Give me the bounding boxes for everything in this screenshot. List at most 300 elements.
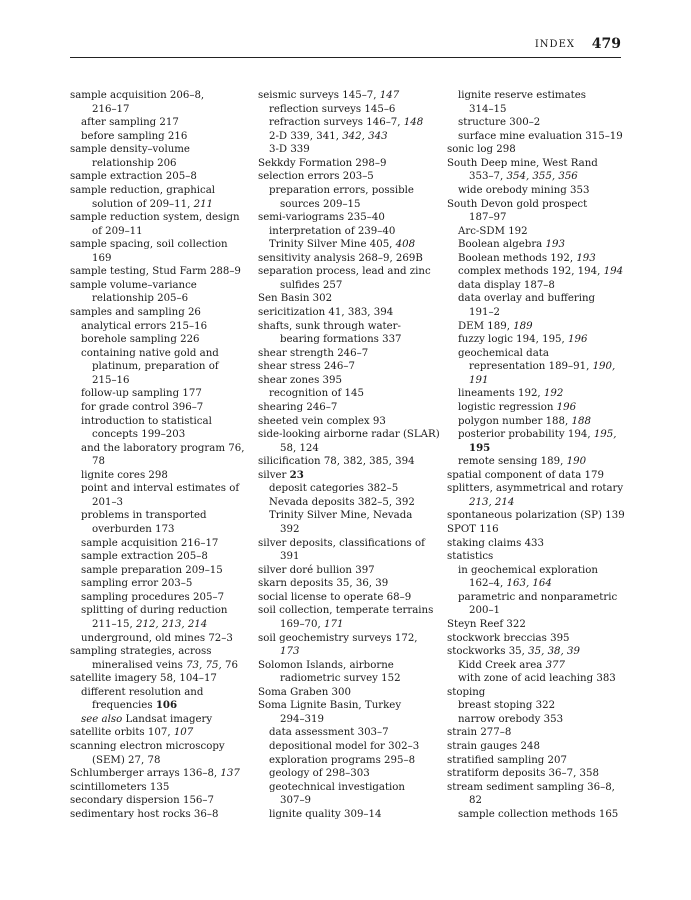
entry-line bbox=[258, 265, 440, 279]
entry-text: lignite reserve estimates bbox=[458, 90, 586, 101]
entry-text: sample extraction 205–8 bbox=[70, 171, 197, 183]
entry-continuation bbox=[447, 306, 627, 320]
entry-text: 163, 164 bbox=[506, 578, 552, 590]
entry-text: shafts, sunk through water- bbox=[258, 320, 401, 332]
index-subentry bbox=[447, 265, 627, 279]
entry-continuation bbox=[447, 374, 627, 388]
entry-line bbox=[447, 564, 627, 578]
index-subentry bbox=[447, 184, 627, 198]
entry-line bbox=[70, 781, 245, 795]
index-subentry bbox=[258, 116, 440, 130]
index-subentry bbox=[70, 591, 245, 605]
index-subentry bbox=[70, 442, 245, 469]
index-entry bbox=[70, 794, 245, 808]
entry-text: silver deposits, classifications of bbox=[258, 537, 425, 549]
entry-continuation bbox=[258, 618, 440, 632]
entry-line bbox=[258, 103, 440, 117]
index-entry bbox=[258, 252, 440, 266]
entry-text: 211 bbox=[193, 198, 214, 210]
index-subentry bbox=[70, 401, 245, 415]
entry-text: 3-D 339 bbox=[269, 144, 310, 156]
entry-text: and the laboratory program 76, bbox=[81, 442, 245, 454]
entry-line bbox=[447, 726, 627, 740]
index-entry bbox=[447, 618, 627, 632]
entry-line bbox=[258, 767, 440, 781]
index-entry bbox=[258, 686, 440, 700]
entry-line bbox=[258, 401, 440, 415]
entry-text: data overlay and buffering bbox=[458, 293, 596, 305]
entry-continuation bbox=[447, 604, 627, 618]
entry-text: silver bbox=[258, 469, 290, 481]
index-subentry bbox=[447, 238, 627, 252]
entry-text: 189 bbox=[513, 320, 533, 332]
entry-text: stratified sampling 207 bbox=[447, 754, 567, 766]
index-entry bbox=[70, 265, 245, 279]
entry-line bbox=[447, 116, 627, 130]
entry-text: mineralised veins bbox=[92, 659, 187, 671]
entry-text: secondary dispersion 156–7 bbox=[70, 795, 214, 807]
index-entry bbox=[447, 509, 627, 523]
index-entry bbox=[70, 781, 245, 795]
entry-line bbox=[258, 509, 440, 523]
entry-text: complex methods 192, 194, bbox=[458, 266, 604, 278]
entry-line bbox=[258, 225, 440, 239]
entry-text: 148 bbox=[403, 117, 424, 129]
entry-line bbox=[70, 306, 245, 320]
entry-line bbox=[447, 632, 627, 646]
entry-line bbox=[258, 781, 440, 795]
index-subentry bbox=[258, 754, 440, 768]
entry-line bbox=[447, 482, 627, 496]
entry-text: Solomon Islands, airborne bbox=[258, 659, 394, 671]
entry-continuation bbox=[258, 672, 440, 686]
entry-text: 58, 124 bbox=[280, 442, 319, 454]
entry-continuation bbox=[258, 523, 440, 537]
entry-text: (SEM) 27, 78 bbox=[92, 754, 161, 766]
entry-line bbox=[258, 754, 440, 768]
entry-text: geochemical data bbox=[458, 347, 549, 359]
entry-text: data assessment 303–7 bbox=[269, 727, 389, 739]
index-entry bbox=[258, 415, 440, 429]
entry-continuation bbox=[70, 157, 245, 171]
entry-text: stream sediment sampling 36–8, bbox=[447, 781, 615, 793]
entry-line bbox=[258, 726, 440, 740]
entry-text: analytical errors 215–16 bbox=[81, 320, 208, 332]
index-subentry bbox=[70, 333, 245, 347]
entry-text: 169 bbox=[92, 252, 112, 264]
entry-continuation bbox=[258, 794, 440, 808]
entry-text: 213, 214 bbox=[469, 496, 515, 508]
index-subentry bbox=[258, 238, 440, 252]
entry-text: structure 300–2 bbox=[458, 117, 541, 129]
entry-text: lineaments 192, bbox=[458, 388, 544, 400]
entry-line bbox=[258, 143, 440, 157]
entry-continuation bbox=[70, 225, 245, 239]
entry-text: with zone of acid leaching 383 bbox=[458, 673, 616, 685]
index-entry bbox=[258, 591, 440, 605]
index-subentry bbox=[258, 496, 440, 510]
entry-continuation bbox=[70, 523, 245, 537]
entry-text: data display 187–8 bbox=[458, 279, 555, 291]
entry-line bbox=[70, 143, 245, 157]
entry-text: Sekkdy Formation 298–9 bbox=[258, 157, 387, 169]
entry-text: geology of 298–303 bbox=[269, 768, 370, 780]
entry-text: soil geochemistry surveys 172, bbox=[258, 632, 418, 644]
index-subentry bbox=[70, 686, 245, 713]
entry-text: 211–15, bbox=[92, 618, 136, 630]
entry-continuation bbox=[70, 455, 245, 469]
index-subentry bbox=[258, 225, 440, 239]
entry-text: Arc-SDM 192 bbox=[458, 225, 528, 237]
entry-text: 191 bbox=[469, 374, 489, 386]
index-entry bbox=[70, 279, 245, 306]
entry-line bbox=[258, 292, 440, 306]
entry-line bbox=[447, 523, 627, 537]
entry-text: 212, 213, 214 bbox=[135, 618, 208, 630]
entry-line bbox=[70, 686, 245, 700]
entry-text: 215–16 bbox=[92, 374, 130, 386]
entry-line bbox=[447, 781, 627, 795]
entry-line bbox=[70, 794, 245, 808]
index-entry bbox=[447, 143, 627, 157]
entry-line bbox=[447, 537, 627, 551]
entry-text: 23 bbox=[289, 468, 304, 481]
index-entry bbox=[447, 767, 627, 781]
entry-text: depositional model for 302–3 bbox=[269, 741, 420, 752]
entry-text: sedimentary host rocks 36–8 bbox=[70, 808, 219, 820]
index-subentry bbox=[258, 808, 440, 822]
entry-text: relationship 206 bbox=[92, 157, 177, 169]
index-entry bbox=[258, 306, 440, 320]
entry-line bbox=[70, 713, 245, 727]
entry-line bbox=[258, 211, 440, 225]
entry-text: sample spacing, soil collection bbox=[70, 239, 228, 251]
entry-text: follow-up sampling 177 bbox=[81, 388, 202, 400]
entry-text: skarn deposits 35, 36, 39 bbox=[258, 578, 389, 590]
entry-text: sources 209–15 bbox=[280, 198, 361, 210]
entry-text: 107 bbox=[173, 727, 194, 739]
entry-text: solution of 209–11, bbox=[92, 198, 194, 210]
entry-text: 173 bbox=[280, 646, 300, 658]
entry-text: DEM 189, bbox=[458, 320, 514, 332]
entry-line bbox=[258, 604, 440, 618]
entry-text: Soma Graben 300 bbox=[258, 686, 351, 698]
index-subentry bbox=[447, 564, 627, 591]
entry-line bbox=[70, 672, 245, 686]
entry-text: 353–7, bbox=[469, 171, 507, 183]
index-subentry bbox=[447, 401, 627, 415]
entry-line bbox=[447, 198, 627, 212]
index-subentry bbox=[258, 387, 440, 401]
entry-text: scintillometers 135 bbox=[70, 781, 170, 793]
index-entry bbox=[258, 469, 440, 483]
entry-text: frequencies bbox=[92, 700, 156, 712]
entry-text: 162–4, bbox=[469, 578, 507, 590]
index-subentry bbox=[447, 591, 627, 618]
entry-text: relationship 205–6 bbox=[92, 293, 189, 305]
entry-text: concepts 199–203 bbox=[92, 429, 186, 441]
index-subentry bbox=[447, 279, 627, 293]
entry-text: Boolean methods 192, bbox=[458, 252, 577, 264]
entry-line bbox=[447, 808, 627, 822]
index-subentry bbox=[258, 482, 440, 496]
entry-text: posterior probability 194, bbox=[458, 429, 594, 441]
entry-continuation bbox=[447, 577, 627, 591]
index-subentry bbox=[258, 130, 440, 144]
entry-line bbox=[258, 591, 440, 605]
index-entry bbox=[258, 401, 440, 415]
entry-text: selection errors 203–5 bbox=[258, 171, 374, 183]
entry-text: before sampling 216 bbox=[81, 130, 188, 142]
entry-text: preparation errors, possible bbox=[269, 184, 414, 196]
entry-text: stoping bbox=[447, 686, 486, 698]
index-entry bbox=[70, 211, 245, 238]
entry-text: refraction surveys 146–7, bbox=[269, 117, 404, 129]
entry-text: of 209–11 bbox=[92, 225, 143, 237]
index-subentry bbox=[447, 713, 627, 727]
entry-text: radiometric survey 152 bbox=[280, 673, 401, 685]
entry-line bbox=[258, 564, 440, 578]
entry-line bbox=[447, 672, 627, 686]
index-subentry bbox=[447, 252, 627, 266]
entry-text: after sampling 217 bbox=[81, 117, 179, 129]
entry-line bbox=[258, 632, 440, 646]
index-subentry bbox=[70, 713, 245, 727]
entry-line bbox=[258, 184, 440, 198]
entry-text: stockwork breccias 395 bbox=[447, 632, 570, 644]
entry-text: 171 bbox=[323, 618, 344, 630]
index-subentry bbox=[70, 564, 245, 578]
entry-text: interpretation of 239–40 bbox=[269, 225, 396, 237]
index-entry bbox=[70, 89, 245, 116]
index-entry bbox=[70, 767, 245, 781]
entry-continuation bbox=[447, 360, 627, 374]
entry-line bbox=[447, 699, 627, 713]
index-entry bbox=[447, 482, 627, 509]
entry-line bbox=[70, 442, 245, 456]
entry-continuation bbox=[70, 496, 245, 510]
index-subentry bbox=[70, 509, 245, 536]
index-entry bbox=[258, 577, 440, 591]
entry-line bbox=[70, 767, 245, 781]
entry-continuation bbox=[447, 794, 627, 808]
index-subentry bbox=[70, 604, 245, 631]
entry-text: sulfides 257 bbox=[280, 279, 343, 291]
entry-text: 137 bbox=[220, 768, 240, 780]
entry-line bbox=[447, 740, 627, 754]
entry-text: point and interval estimates of bbox=[81, 483, 240, 495]
entry-continuation bbox=[70, 754, 245, 768]
entry-text: spatial component of data 179 bbox=[447, 469, 604, 481]
entry-text: sheeted vein complex 93 bbox=[258, 415, 386, 427]
entry-text: shear zones 395 bbox=[258, 374, 343, 386]
entry-line bbox=[447, 225, 627, 239]
entry-text: recognition of 145 bbox=[269, 388, 364, 400]
index-subentry bbox=[447, 333, 627, 347]
entry-line bbox=[258, 170, 440, 184]
index-subentry bbox=[447, 387, 627, 401]
index-entry bbox=[447, 198, 627, 225]
entry-line bbox=[447, 509, 627, 523]
entry-text: 190, bbox=[592, 361, 616, 373]
entry-continuation bbox=[447, 170, 627, 184]
index-entry bbox=[70, 184, 245, 211]
entry-text: sampling error 203–5 bbox=[81, 578, 193, 590]
index-subentry bbox=[447, 292, 627, 319]
entry-continuation bbox=[258, 645, 440, 659]
entry-text: sample preparation 209–15 bbox=[81, 564, 223, 576]
entry-text: fuzzy logic 194, 195, bbox=[458, 334, 569, 346]
entry-text: 294–319 bbox=[280, 713, 324, 725]
entry-continuation bbox=[70, 659, 245, 673]
index-entry bbox=[70, 726, 245, 740]
entry-continuation bbox=[447, 211, 627, 225]
entry-continuation bbox=[70, 252, 245, 266]
entry-continuation bbox=[70, 292, 245, 306]
index-subentry bbox=[70, 130, 245, 144]
entry-text: South Deep mine, West Rand bbox=[447, 157, 598, 169]
entry-line bbox=[70, 333, 245, 347]
entry-line bbox=[447, 333, 627, 347]
index-entry bbox=[258, 604, 440, 631]
entry-text: 195 bbox=[469, 441, 491, 454]
entry-text: sample reduction system, design bbox=[70, 212, 240, 224]
index-entry bbox=[447, 537, 627, 551]
index-subentry bbox=[70, 415, 245, 442]
entry-text: platinum, preparation of bbox=[92, 361, 219, 373]
entry-text: 106 bbox=[155, 699, 178, 712]
entry-text: reflection surveys 145–6 bbox=[269, 103, 396, 115]
index-subentry bbox=[447, 130, 627, 144]
index-entry bbox=[70, 238, 245, 265]
entry-text: sensitivity analysis 268–9, 269B bbox=[258, 252, 423, 264]
entry-text: sampling strategies, across bbox=[70, 646, 212, 658]
index-entry bbox=[70, 143, 245, 170]
page-header bbox=[70, 36, 621, 58]
entry-text: social license to operate 68–9 bbox=[258, 591, 412, 603]
entry-text: lignite cores 298 bbox=[81, 469, 168, 481]
entry-line bbox=[447, 713, 627, 727]
entry-line bbox=[70, 645, 245, 659]
entry-text: representation 189–91, bbox=[469, 361, 593, 373]
index-subentry bbox=[447, 116, 627, 130]
index-subentry bbox=[70, 116, 245, 130]
index-subentry bbox=[447, 320, 627, 334]
entry-line bbox=[258, 469, 440, 483]
entry-text: 147 bbox=[379, 90, 400, 101]
entry-text: separation process, lead and zinc bbox=[258, 266, 431, 278]
entry-text: 73, 75, bbox=[186, 659, 222, 671]
entry-text: statistics bbox=[447, 551, 494, 563]
entry-line bbox=[447, 767, 627, 781]
entry-line bbox=[258, 347, 440, 361]
entry-text: 391 bbox=[280, 551, 300, 563]
entry-text: staking claims 433 bbox=[447, 537, 545, 549]
entry-text: Schlumberger arrays 136–8, bbox=[70, 768, 221, 780]
entry-text: 200–1 bbox=[469, 605, 501, 617]
entry-line bbox=[258, 537, 440, 551]
index-subentry bbox=[447, 808, 627, 822]
entry-continuation bbox=[258, 713, 440, 727]
entry-text: Nevada deposits 382–5, 392 bbox=[269, 496, 415, 508]
entry-text: semi-variograms 235–40 bbox=[258, 212, 385, 224]
entry-text: Steyn Reef 322 bbox=[447, 618, 526, 630]
entry-continuation bbox=[70, 699, 245, 713]
entry-text: 2-D 339, 341, bbox=[269, 130, 343, 142]
index-subentry bbox=[70, 577, 245, 591]
entry-text: logistic regression bbox=[458, 401, 557, 413]
entry-text: sample extraction 205–8 bbox=[81, 551, 208, 563]
entry-line bbox=[258, 360, 440, 374]
entry-text: stockworks 35, bbox=[447, 646, 529, 658]
entry-text: 192 bbox=[543, 388, 564, 400]
index-subentry bbox=[447, 672, 627, 686]
entry-line bbox=[258, 740, 440, 754]
index-subentry bbox=[258, 143, 440, 157]
index-entry bbox=[447, 157, 627, 184]
entry-text: shear strength 246–7 bbox=[258, 347, 369, 359]
entry-text: different resolution and bbox=[81, 686, 204, 698]
entry-line bbox=[447, 157, 627, 171]
index-entry bbox=[447, 686, 627, 700]
entry-text: 196 bbox=[556, 401, 577, 413]
index-entry bbox=[258, 455, 440, 469]
entry-line bbox=[70, 279, 245, 293]
entry-continuation bbox=[70, 374, 245, 388]
entry-text: sample acquisition 216–17 bbox=[81, 537, 219, 549]
index-subentry bbox=[70, 320, 245, 334]
entry-text: see also bbox=[81, 713, 123, 725]
index-entry bbox=[258, 320, 440, 347]
entry-text: 342, 343 bbox=[342, 130, 388, 142]
entry-line bbox=[447, 659, 627, 673]
entry-text: stratiform deposits 36–7, 358 bbox=[447, 768, 600, 780]
entry-line bbox=[258, 387, 440, 401]
entry-continuation bbox=[258, 279, 440, 293]
entry-line bbox=[447, 320, 627, 334]
entry-text: bearing formations 337 bbox=[280, 334, 402, 346]
index-subentry bbox=[70, 550, 245, 564]
entry-line bbox=[258, 252, 440, 266]
index-entry bbox=[447, 740, 627, 754]
entry-line bbox=[447, 754, 627, 768]
entry-line bbox=[258, 238, 440, 252]
entry-continuation bbox=[447, 103, 627, 117]
entry-continuation bbox=[258, 442, 440, 456]
index-entry bbox=[447, 550, 627, 564]
index-entry bbox=[258, 157, 440, 171]
index-entry bbox=[447, 645, 627, 659]
page-number: 479 bbox=[591, 36, 621, 52]
index-subentry bbox=[70, 482, 245, 509]
index-entry bbox=[70, 740, 245, 767]
entry-line bbox=[258, 699, 440, 713]
index-entry bbox=[447, 781, 627, 808]
index-entry bbox=[70, 306, 245, 320]
entry-line bbox=[70, 564, 245, 578]
index-entry bbox=[447, 754, 627, 768]
entry-text: sample reduction, graphical bbox=[70, 184, 216, 196]
entry-line bbox=[447, 265, 627, 279]
entry-text: satellite imagery 58, 104–17 bbox=[70, 673, 217, 685]
entry-line bbox=[70, 238, 245, 252]
entry-text: shearing 246–7 bbox=[258, 401, 338, 413]
entry-text: remote sensing 189, bbox=[458, 456, 567, 468]
entry-line bbox=[447, 143, 627, 157]
index-entry bbox=[70, 645, 245, 672]
entry-text: overburden 173 bbox=[92, 524, 175, 535]
entry-line bbox=[70, 537, 245, 551]
